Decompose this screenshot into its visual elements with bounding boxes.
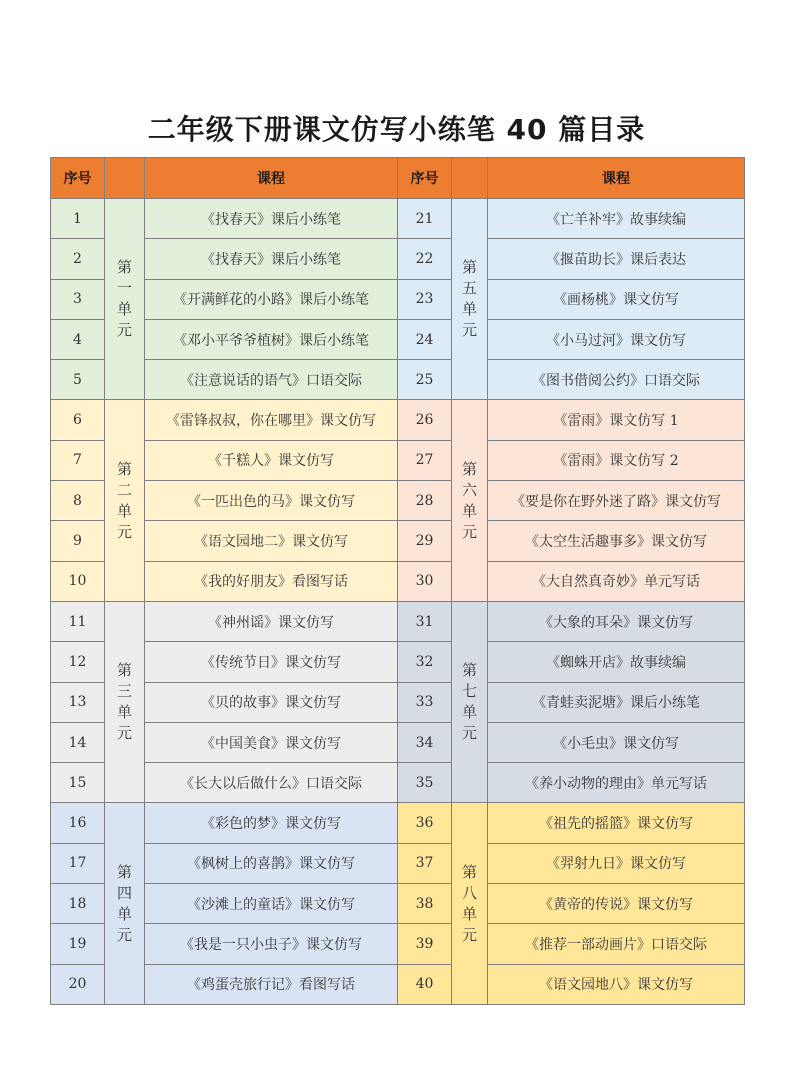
- lesson-number: 7: [51, 440, 105, 480]
- lesson-number: 19: [51, 924, 105, 964]
- lesson-number: 34: [398, 722, 452, 762]
- unit-label: [452, 803, 488, 1004]
- unit-label-char: 单: [116, 904, 132, 923]
- lesson-course: 《一匹出色的马》课文仿写: [145, 481, 398, 521]
- table-row: [51, 964, 745, 1004]
- lesson-course: 《揠苗助长》课后表达: [488, 239, 745, 279]
- table-row: [51, 319, 745, 359]
- lesson-course: 《鸡蛋壳旅行记》看图写话: [145, 964, 398, 1004]
- lesson-course: 《要是你在野外迷了路》课文仿写: [488, 481, 745, 521]
- header-row: [51, 158, 745, 199]
- unit-label-char: 元: [116, 321, 132, 340]
- lesson-course: 《图书借阅公约》口语交际: [488, 360, 745, 400]
- unit-label-char: 单: [116, 703, 132, 722]
- unit-label-char: 第: [461, 258, 477, 277]
- lesson-course: 《贝的故事》课文仿写: [145, 682, 398, 722]
- lesson-number: 17: [51, 843, 105, 883]
- lesson-course: 《找春天》课后小练笔: [145, 239, 398, 279]
- table-row: [51, 521, 745, 561]
- lesson-course: 《雷雨》课文仿写 2: [488, 440, 745, 480]
- lesson-number: 36: [398, 803, 452, 843]
- header-no-left: 序号: [51, 158, 105, 199]
- lesson-course: 《羿射九日》课文仿写: [488, 843, 745, 883]
- table-row: [51, 924, 745, 964]
- unit-label-char: 第: [461, 661, 477, 680]
- table-row: [51, 682, 745, 722]
- unit-label-char: 元: [461, 925, 477, 944]
- lesson-number: 12: [51, 642, 105, 682]
- catalog-table: [50, 157, 745, 1005]
- lesson-number: 6: [51, 400, 105, 440]
- lesson-course: 《小毛虫》课文仿写: [488, 722, 745, 762]
- lesson-number: 4: [51, 319, 105, 359]
- unit-label: [452, 601, 488, 802]
- lesson-course: 《开满鲜花的小路》课后小练笔: [145, 279, 398, 319]
- lesson-number: 27: [398, 440, 452, 480]
- lesson-number: 28: [398, 481, 452, 521]
- lesson-course: 《青蛙卖泥塘》课后小练笔: [488, 682, 745, 722]
- lesson-number: 25: [398, 360, 452, 400]
- lesson-number: 23: [398, 279, 452, 319]
- lesson-course: 《注意说话的语气》口语交际: [145, 360, 398, 400]
- lesson-number: 14: [51, 722, 105, 762]
- lesson-course: 《枫树上的喜鹊》课文仿写: [145, 843, 398, 883]
- lesson-course: 《养小动物的理由》单元写话: [488, 763, 745, 803]
- table-row: [51, 561, 745, 601]
- lesson-number: 8: [51, 481, 105, 521]
- unit-label: [105, 400, 145, 601]
- unit-label-char: 六: [461, 480, 477, 499]
- unit-label-char: 单: [461, 904, 477, 923]
- unit-label-char: 第: [116, 459, 132, 478]
- lesson-course: 《中国美食》课文仿写: [145, 722, 398, 762]
- unit-label-char: 单: [461, 703, 477, 722]
- lesson-course: 《邓小平爷爷植树》课后小练笔: [145, 319, 398, 359]
- table-row: [51, 642, 745, 682]
- lesson-number: 5: [51, 360, 105, 400]
- table-row: [51, 803, 745, 843]
- header-course-left: 课程: [145, 158, 398, 199]
- lesson-number: 40: [398, 964, 452, 1004]
- unit-label: [105, 199, 145, 400]
- lesson-course: 《小马过河》课文仿写: [488, 319, 745, 359]
- lesson-course: 《我是一只小虫子》课文仿写: [145, 924, 398, 964]
- lesson-number: 18: [51, 884, 105, 924]
- lesson-course: 《语文园地八》课文仿写: [488, 964, 745, 1004]
- lesson-number: 3: [51, 279, 105, 319]
- unit-label-char: 一: [116, 279, 132, 298]
- lesson-course: 《大象的耳朵》课文仿写: [488, 601, 745, 641]
- lesson-course: 《语文园地二》课文仿写: [145, 521, 398, 561]
- lesson-course: 《神州谣》课文仿写: [145, 601, 398, 641]
- lesson-course: 《我的好朋友》看图写话: [145, 561, 398, 601]
- unit-label-char: 第: [461, 862, 477, 881]
- unit-label-char: 元: [116, 724, 132, 743]
- table-row: [51, 279, 745, 319]
- unit-label-char: 第: [116, 258, 132, 277]
- unit-label: [105, 601, 145, 802]
- unit-label-char: 第: [116, 661, 132, 680]
- lesson-number: 35: [398, 763, 452, 803]
- unit-label-char: 二: [116, 480, 132, 499]
- unit-label-char: 元: [461, 522, 477, 541]
- unit-label: [452, 400, 488, 601]
- lesson-number: 2: [51, 239, 105, 279]
- lesson-number: 13: [51, 682, 105, 722]
- lesson-number: 16: [51, 803, 105, 843]
- table-row: [51, 843, 745, 883]
- lesson-course: 《祖先的摇篮》课文仿写: [488, 803, 745, 843]
- table-row: [51, 199, 745, 239]
- unit-label-char: 四: [116, 883, 132, 902]
- lesson-number: 30: [398, 561, 452, 601]
- unit-label-char: 元: [461, 724, 477, 743]
- page-title: 二年级下册课文仿写小练笔 40 篇目录: [147, 113, 646, 146]
- table-row: [51, 884, 745, 924]
- header-course-right: 课程: [488, 158, 745, 199]
- lesson-course: 《找春天》课后小练笔: [145, 199, 398, 239]
- lesson-number: 21: [398, 199, 452, 239]
- lesson-number: 26: [398, 400, 452, 440]
- table-row: [51, 481, 745, 521]
- lesson-number: 15: [51, 763, 105, 803]
- unit-label-char: 元: [116, 925, 132, 944]
- table-row: [51, 440, 745, 480]
- lesson-course: 《推荐一部动画片》口语交际: [488, 924, 745, 964]
- lesson-number: 38: [398, 884, 452, 924]
- lesson-number: 31: [398, 601, 452, 641]
- lesson-number: 9: [51, 521, 105, 561]
- lesson-course: 《亡羊补牢》故事续编: [488, 199, 745, 239]
- lesson-number: 10: [51, 561, 105, 601]
- lesson-course: 《雷锋叔叔，你在哪里》课文仿写: [145, 400, 398, 440]
- lesson-number: 37: [398, 843, 452, 883]
- lesson-course: 《大自然真奇妙》单元写话: [488, 561, 745, 601]
- lesson-number: 11: [51, 601, 105, 641]
- unit-label-char: 第: [461, 459, 477, 478]
- lesson-number: 39: [398, 924, 452, 964]
- unit-label: [105, 803, 145, 1004]
- table-row: [51, 400, 745, 440]
- table-row: [51, 601, 745, 641]
- unit-label-char: 五: [461, 279, 477, 298]
- unit-label-char: 单: [116, 300, 132, 319]
- lesson-number: 33: [398, 682, 452, 722]
- header-no-right: 序号: [398, 158, 452, 199]
- lesson-course: 《蜘蛛开店》故事续编: [488, 642, 745, 682]
- lesson-number: 20: [51, 964, 105, 1004]
- lesson-course: 《长大以后做什么》口语交际: [145, 763, 398, 803]
- lesson-course: 《雷雨》课文仿写 1: [488, 400, 745, 440]
- table-row: [51, 360, 745, 400]
- unit-label-char: 三: [116, 682, 132, 701]
- unit-label-char: 单: [461, 501, 477, 520]
- lesson-course: 《千糕人》课文仿写: [145, 440, 398, 480]
- unit-label-char: 单: [461, 300, 477, 319]
- lesson-number: 29: [398, 521, 452, 561]
- table-row: [51, 722, 745, 762]
- unit-label: [452, 199, 488, 400]
- lesson-course: 《太空生活趣事多》课文仿写: [488, 521, 745, 561]
- table-row: [51, 763, 745, 803]
- header-unit-right: [452, 158, 488, 199]
- lesson-course: 《黄帝的传说》课文仿写: [488, 884, 745, 924]
- lesson-course: 《传统节日》课文仿写: [145, 642, 398, 682]
- lesson-course: 《彩色的梦》课文仿写: [145, 803, 398, 843]
- lesson-number: 1: [51, 199, 105, 239]
- unit-label-char: 八: [461, 883, 477, 902]
- unit-label-char: 第: [116, 862, 132, 881]
- lesson-number: 24: [398, 319, 452, 359]
- lesson-course: 《沙滩上的童话》课文仿写: [145, 884, 398, 924]
- lesson-number: 32: [398, 642, 452, 682]
- table-row: [51, 239, 745, 279]
- unit-label-char: 元: [116, 522, 132, 541]
- unit-label-char: 单: [116, 501, 132, 520]
- header-unit-left: [105, 158, 145, 199]
- lesson-number: 22: [398, 239, 452, 279]
- unit-label-char: 元: [461, 321, 477, 340]
- unit-label-char: 七: [461, 682, 477, 701]
- lesson-course: 《画杨桃》课文仿写: [488, 279, 745, 319]
